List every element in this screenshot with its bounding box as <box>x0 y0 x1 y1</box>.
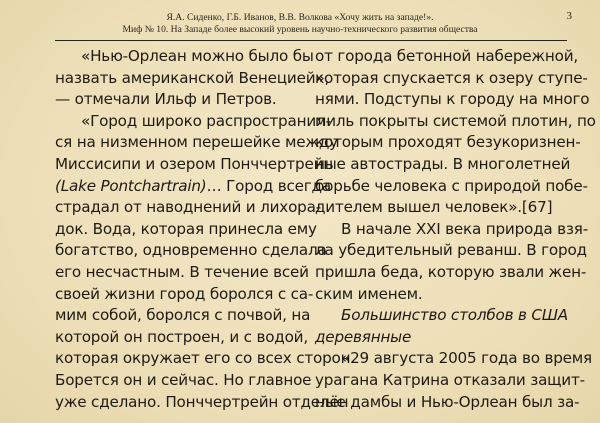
text-line <box>55 176 331 198</box>
text-line: ные автострады. В многолетней <box>315 154 571 173</box>
text-line: богатство, одновременно сделала <box>55 241 327 260</box>
text-line: ные дамбы и Нью-Орлеан был за- <box>315 392 580 411</box>
text-line: которая спускается к озеру ступе- <box>315 68 588 87</box>
text-line: уже сделано. Понччертрейн отделён <box>55 392 349 411</box>
text-line: Большинство столбов в США <box>341 306 568 325</box>
header-rule <box>55 40 567 41</box>
text-line: страдал от наводнений и лихора- <box>55 198 321 217</box>
text-line: которым проходят безукоризнен- <box>315 133 581 152</box>
text-line: урагана Катрина отказали защит- <box>315 370 585 389</box>
text-line: Миссисипи и озером Понччертрейн <box>55 154 334 173</box>
text-line: деревянные <box>315 327 412 346</box>
text-line: нями. Подступы к городу на много <box>315 90 590 109</box>
text-line: миль покрыты системой плотин, по <box>315 111 596 130</box>
running-header <box>40 12 560 36</box>
text-line: мим собой, боролся с почвой, на <box>55 306 311 325</box>
text-line: своей жизни город боролся с са- <box>55 284 314 303</box>
text-line: Борется он и сейчас. Но главное <box>55 370 312 389</box>
text-line: «Нью-Орлеан можно было бы <box>81 47 314 65</box>
text-line: дителем вышел человек».[67] <box>315 198 553 217</box>
text-line: борьбе человека с природой побе- <box>315 176 588 195</box>
text-line: пришла беда, которую звали жен- <box>315 262 587 281</box>
text-line: от города бетонной набережной, <box>315 47 579 65</box>
text-line: ским именем. <box>315 284 423 303</box>
left-text-column <box>55 46 355 413</box>
text-line: В начале XXI века природа взя- <box>341 219 589 238</box>
right-text-column <box>315 46 596 413</box>
text-line: «Город широко распространил- <box>81 111 331 130</box>
text-line: «29 августа 2005 года во время <box>341 349 592 368</box>
text-line: назвать американской Венецией», <box>55 68 330 87</box>
italic-term: (Lake Pontchartrain) <box>55 176 207 195</box>
text-line: которая окружает его со всех сторон. <box>55 349 355 368</box>
header-line-chapter: Миф № 10. На Западе более высокий уровень научно-технического развития общества <box>122 24 478 35</box>
header-line-authors: Я.А. Сиденко, Г.Б. Иванов, В.В. Волкова «Хочу жить на западе!». <box>166 12 434 23</box>
text-line: док. Вода, которая принесла ему <box>55 219 317 238</box>
text-line: его несчастным. В течение всей <box>55 262 309 281</box>
text-line: — отмечали Ильф и Петров. <box>55 90 277 109</box>
page-number: 3 <box>566 10 572 22</box>
text-line: ся на низменном перешейке между <box>55 133 338 152</box>
text-line: которой он построен, и с водой, <box>55 327 308 346</box>
text-line: ла убедительный реванш. В город <box>315 241 587 260</box>
text-fragment: … Город всегда <box>206 176 331 195</box>
